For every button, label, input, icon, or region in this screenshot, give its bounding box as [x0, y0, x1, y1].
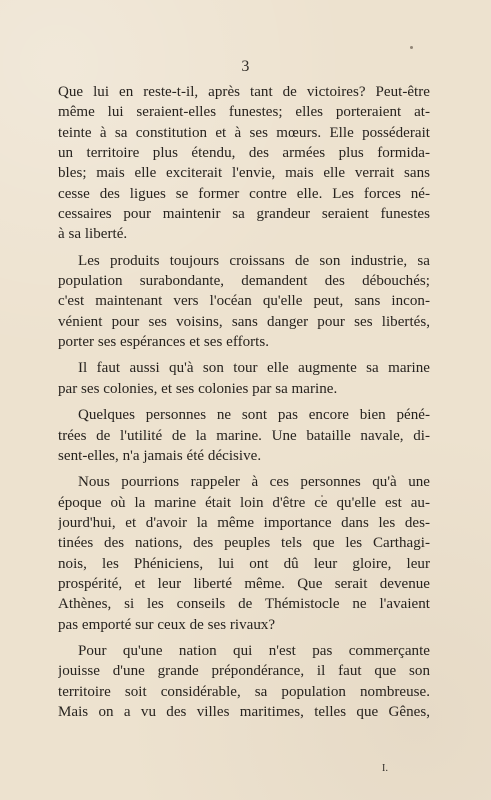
text-line: un territoire plus étendu, des armées plus formida-	[58, 145, 430, 162]
text-line: tinées des nations, des peuples tels que les Carthagi-	[58, 535, 430, 552]
text-line: population surabondante, demandent des débouchés;	[58, 273, 430, 290]
text-line: nois, les Phéniciens, lui ont dû leur gloire, leur	[58, 555, 430, 572]
text-line: jourd'hui, et d'avoir la même importance dans les des-	[58, 514, 430, 531]
text-line: vénient pour ses voisins, sans danger pour ses libertés,	[58, 313, 430, 330]
text-line: territoire soit considérable, sa population nombreuse.	[58, 683, 430, 700]
text-line: même lui seraient-elles funestes; elles porteraient at-	[58, 104, 430, 121]
text-line: par ses colonies, et ses colonies par sa marine.	[58, 380, 338, 397]
text-line: Athènes, si les conseils de Thémistocle ne l'avaient	[58, 596, 430, 613]
text-line: porter ses espérances et ses efforts.	[58, 334, 270, 351]
signature-mark: I.	[382, 763, 389, 774]
text-line: c'est maintenant vers l'océan qu'elle peut, sans incon-	[58, 293, 430, 310]
paper-speck	[410, 46, 413, 49]
text-line: cesse des ligues se former contre elle. Les forces né-	[58, 185, 430, 202]
text-line: teinte à sa constitution et à ses mœurs. Elle posséderait	[58, 124, 430, 141]
text-line: jouisse d'une grande prépondérance, il faut que son	[58, 663, 430, 680]
text-line: Les produits toujours croissans de son industrie, sa	[78, 252, 430, 269]
page-number: 3	[241, 58, 250, 75]
text-line: Quelques personnes ne sont pas encore bien péné-	[78, 407, 430, 424]
text-line: Pour qu'une nation qui n'est pas commerçante	[78, 642, 430, 659]
text-line: bles; mais elle exciterait l'envie, mais elle verrait sans	[58, 165, 430, 182]
text-line: Que lui en reste-t-il, après tant de victoires? Peut-être	[58, 84, 430, 100]
text-line: prospérité, et leur liberté même. Que serait devenue	[58, 575, 430, 592]
text-line: cessaires pour maintenir sa grandeur seraient funestes	[58, 206, 430, 223]
text-line: époque où la marine était loin d'être ce qu'elle est au-	[58, 494, 430, 511]
text-line: à sa liberté.	[58, 226, 128, 243]
body-text	[58, 82, 430, 722]
text-line: pas emporté sur ceux de ses rivaux?	[58, 616, 276, 633]
text-line: trées de l'utilité de la marine. Une bataille navale, di-	[58, 427, 430, 444]
text-line: Il faut aussi qu'à son tour elle augmente sa marine	[78, 360, 430, 377]
text-line: Nous pourrions rappeler à ces personnes qu'à une	[78, 474, 430, 491]
text-line: Mais on a vu des villes maritimes, telles que Gênes,	[58, 703, 430, 720]
text-line: sent-elles, n'a jamais été décisive.	[58, 447, 262, 464]
